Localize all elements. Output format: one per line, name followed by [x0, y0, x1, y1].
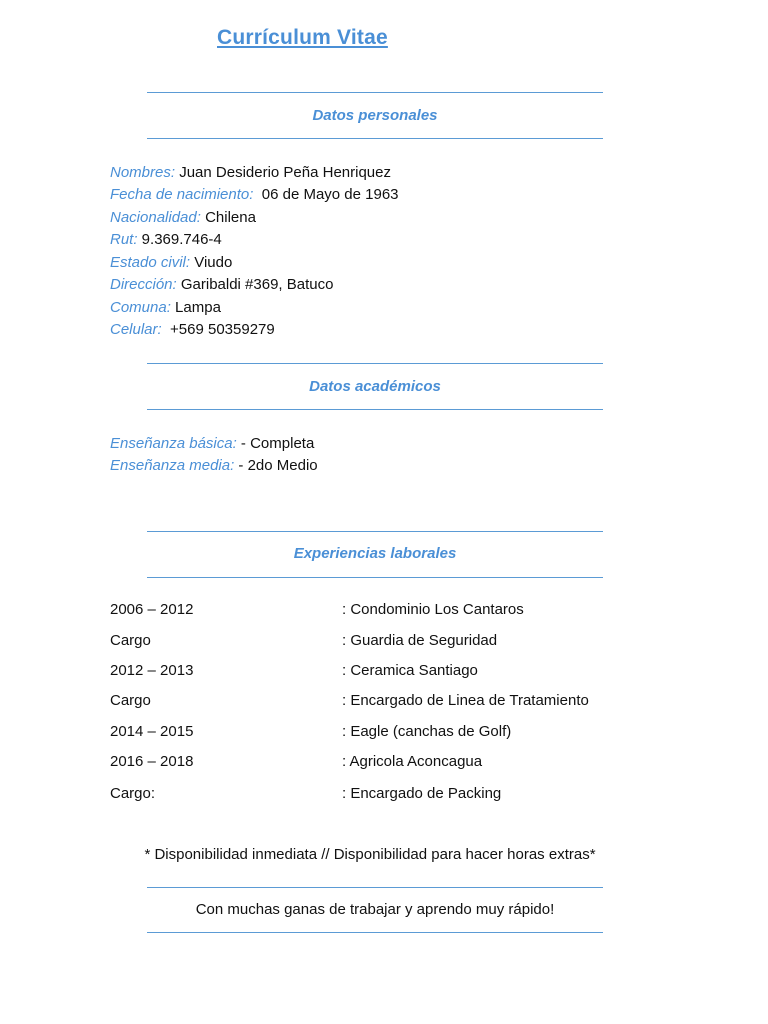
section-heading-academic: Datos académicos	[309, 378, 441, 395]
work-row-key: Cargo	[110, 632, 151, 649]
field-label: Nombres:	[110, 164, 176, 181]
section-heading-work: Experiencias laborales	[293, 545, 457, 562]
section-heading-personal: Datos personales	[312, 107, 438, 124]
work-row	[110, 662, 630, 682]
section-divider	[147, 932, 603, 933]
field-value: Viudo	[190, 254, 233, 271]
work-row-key: Cargo:	[110, 785, 156, 802]
work-row	[110, 785, 630, 805]
section-divider	[147, 92, 603, 93]
field-value: 9.369.746-4	[137, 231, 222, 248]
field-value: Juan Desiderio Peña Henriquez	[175, 164, 391, 181]
field-value: Chilena	[200, 209, 256, 226]
section-divider	[147, 531, 603, 532]
field-value: - 2do Medio	[234, 457, 318, 474]
section-divider	[147, 887, 603, 888]
work-row-value: : Ceramica Santiago	[342, 662, 478, 679]
work-row	[110, 692, 630, 712]
field-nacionalidad	[110, 209, 256, 226]
field-label: Celular:	[110, 321, 162, 338]
document-title: Currículum Vitae	[217, 26, 388, 49]
section-divider	[147, 363, 603, 364]
field-label: Enseñanza media:	[110, 457, 235, 474]
field-label: Fecha de nacimiento:	[110, 186, 254, 203]
work-row-value: : Eagle (canchas de Golf)	[342, 723, 512, 740]
work-row-value: : Agricola Aconcagua	[342, 753, 483, 770]
field-rut	[110, 231, 222, 248]
field-ensenanza-media	[110, 457, 318, 474]
work-row-value: : Guardia de Seguridad	[342, 632, 498, 649]
field-direccion	[110, 276, 333, 293]
work-row-key: 2016 – 2018	[110, 753, 194, 770]
field-comuna	[110, 299, 221, 316]
field-label: Nacionalidad:	[110, 209, 201, 226]
field-label: Enseñanza básica:	[110, 435, 237, 452]
field-value: +569 50359279	[161, 321, 275, 338]
work-row	[110, 723, 630, 743]
section-divider	[147, 138, 603, 139]
field-celular	[110, 321, 275, 338]
field-value: Lampa	[170, 299, 221, 316]
section-divider	[147, 577, 603, 578]
work-row-key: 2014 – 2015	[110, 723, 194, 740]
field-ensenanza-basica	[110, 435, 314, 452]
field-fecha-nacimiento	[110, 186, 399, 203]
field-value: Garibaldi #369, Batuco	[176, 276, 334, 293]
work-row-value: : Encargado de Linea de Tratamiento	[342, 692, 589, 709]
work-row-value: : Condominio Los Cantaros	[342, 601, 524, 618]
field-label: Dirección:	[110, 276, 177, 293]
field-value: - Completa	[236, 435, 315, 452]
section-divider	[147, 409, 603, 410]
work-row	[110, 632, 630, 652]
work-row-key: Cargo	[110, 692, 151, 709]
field-value: 06 de Mayo de 1963	[253, 186, 399, 203]
availability-note: * Disponibilidad inmediata // Disponibilidad para hacer horas extras*	[144, 846, 596, 863]
work-row-key: 2006 – 2012	[110, 601, 194, 618]
work-row	[110, 753, 630, 773]
field-label: Rut:	[110, 231, 138, 248]
field-estado-civil	[110, 254, 232, 271]
work-row-value: : Encargado de Packing	[342, 785, 502, 802]
field-label: Comuna:	[110, 299, 171, 316]
work-row	[110, 601, 630, 621]
field-label: Estado civil:	[110, 254, 191, 271]
work-row-key: 2012 – 2013	[110, 662, 194, 679]
field-nombres	[110, 164, 391, 181]
closing-statement: Con muchas ganas de trabajar y aprendo muy rápido!	[195, 901, 555, 918]
